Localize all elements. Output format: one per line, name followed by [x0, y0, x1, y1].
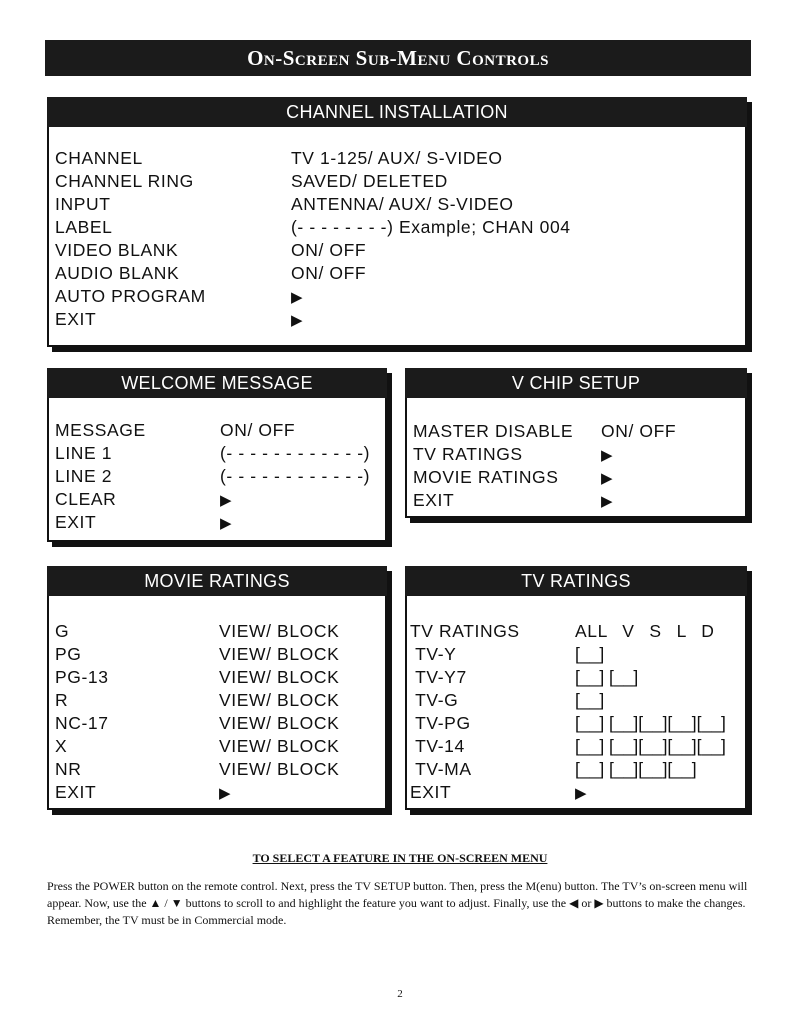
- menu-label: NR: [55, 759, 82, 779]
- menu-row-movie-ratings[interactable]: [413, 466, 741, 489]
- menu-label: TV-Y: [410, 644, 457, 664]
- menu-label: TV-Y7: [410, 667, 467, 687]
- menu-label: TV-MA: [410, 759, 472, 779]
- menu-row-tv-pg[interactable]: [410, 712, 741, 735]
- menu-value: ON/ OFF: [291, 263, 367, 283]
- menu-value: VIEW/ BLOCK: [219, 621, 340, 641]
- v-chip-setup-panel: [405, 368, 747, 518]
- menu-row-exit[interactable]: [55, 308, 741, 331]
- menu-value: VIEW/ BLOCK: [219, 713, 340, 733]
- right-arrow-icon: ▶: [601, 469, 614, 487]
- menu-value: (- - - - - - - -) Example; CHAN 004: [291, 217, 571, 237]
- menu-label: VIDEO BLANK: [55, 240, 179, 260]
- menu-row-tv-14[interactable]: [410, 735, 741, 758]
- menu-row-tv-y7[interactable]: [410, 666, 741, 689]
- welcome-message-panel: [47, 368, 387, 542]
- right-arrow-icon: ▶: [601, 492, 614, 510]
- movie-ratings-header: MOVIE RATINGS: [47, 566, 387, 596]
- menu-label: AUTO PROGRAM: [55, 286, 206, 306]
- right-arrow-icon: ▶: [291, 311, 304, 329]
- channel-installation-header: CHANNEL INSTALLATION: [47, 97, 747, 127]
- menu-row-label[interactable]: [55, 216, 741, 239]
- menu-label: EXIT: [410, 782, 452, 802]
- menu-row-tv-ma[interactable]: [410, 758, 741, 781]
- menu-label: TV-G: [410, 690, 459, 710]
- tv-ratings-header: TV RATINGS: [405, 566, 747, 596]
- menu-row-audio-blank[interactable]: [55, 262, 741, 285]
- menu-label: CHANNEL: [55, 148, 143, 168]
- menu-row-exit[interactable]: [413, 489, 741, 512]
- menu-row-line-1[interactable]: [55, 442, 381, 465]
- tv-ratings-panel: [405, 566, 747, 810]
- menu-label: LABEL: [55, 217, 113, 237]
- menu-row-video-blank[interactable]: [55, 239, 741, 262]
- menu-label: MASTER DISABLE: [413, 421, 574, 441]
- v-chip-setup-header: V CHIP SETUP: [405, 368, 747, 398]
- menu-row-input[interactable]: [55, 193, 741, 216]
- menu-value: ANTENNA/ AUX/ S-VIDEO: [291, 194, 514, 214]
- rating-checkboxes[interactable]: [__] [__][__][__][__]: [575, 736, 726, 756]
- column-labels: ALL V S L D: [575, 621, 715, 641]
- menu-label: EXIT: [55, 309, 97, 329]
- menu-row-exit[interactable]: [55, 781, 381, 804]
- welcome-message-rows: [55, 419, 381, 534]
- menu-row-tv-g[interactable]: [410, 689, 741, 712]
- rating-checkboxes[interactable]: [__]: [575, 644, 605, 664]
- menu-row-channel[interactable]: [55, 147, 741, 170]
- menu-value: TV 1-125/ AUX/ S-VIDEO: [291, 148, 503, 168]
- menu-row-pg-13[interactable]: [55, 666, 381, 689]
- menu-value: VIEW/ BLOCK: [219, 667, 340, 687]
- instructions-text: Press the POWER button on the remote control. Next, press the TV SETUP button. Then, press the M(enu) button. The TV’s on-screen menu will appear. Now, use the ▲ / ▼ buttons to scroll to and highlight the feature you want to adjust. Finally, use the ◀ or ▶ buttons to make the changes. Remember, the TV must be in Commercial mode.: [47, 879, 748, 927]
- menu-label: PG: [55, 644, 82, 664]
- right-arrow-icon: ▶: [601, 446, 614, 464]
- rating-checkboxes[interactable]: [__] [__]: [575, 667, 639, 687]
- page-title: On-Screen Sub-Menu Controls: [45, 40, 751, 76]
- menu-label: TV RATINGS: [410, 621, 520, 641]
- menu-value: VIEW/ BLOCK: [219, 759, 340, 779]
- menu-value: (- - - - - - - - - - - -): [220, 443, 371, 463]
- menu-row-g[interactable]: [55, 620, 381, 643]
- right-arrow-icon: ▶: [220, 491, 233, 509]
- movie-ratings-panel: [47, 566, 387, 810]
- menu-label: INPUT: [55, 194, 111, 214]
- menu-label: CHANNEL RING: [55, 171, 194, 191]
- right-arrow-icon: ▶: [291, 288, 304, 306]
- menu-row-clear[interactable]: [55, 488, 381, 511]
- menu-row-x[interactable]: [55, 735, 381, 758]
- menu-label: MESSAGE: [55, 420, 146, 440]
- menu-value: ON/ OFF: [601, 421, 677, 441]
- menu-label: TV RATINGS: [413, 444, 523, 464]
- tv-ratings-column-header: [410, 620, 741, 643]
- menu-row-master-disable[interactable]: [413, 420, 741, 443]
- instructions-heading: TO SELECT A FEATURE IN THE ON-SCREEN MENU: [252, 851, 548, 865]
- tv-ratings-rows: [410, 620, 741, 804]
- menu-value: VIEW/ BLOCK: [219, 644, 340, 664]
- menu-value: VIEW/ BLOCK: [219, 736, 340, 756]
- menu-value: ON/ OFF: [291, 240, 367, 260]
- v-chip-setup-rows: [413, 420, 741, 512]
- menu-label: X: [55, 736, 68, 756]
- rating-checkboxes[interactable]: [__] [__][__][__][__]: [575, 713, 726, 733]
- menu-value: ON/ OFF: [220, 420, 296, 440]
- menu-label: LINE 1: [55, 443, 113, 463]
- right-arrow-icon: ▶: [219, 784, 232, 802]
- menu-row-nr[interactable]: [55, 758, 381, 781]
- menu-label: TV-14: [410, 736, 465, 756]
- menu-row-message[interactable]: [55, 419, 381, 442]
- menu-value: (- - - - - - - - - - - -): [220, 466, 371, 486]
- menu-label: LINE 2: [55, 466, 113, 486]
- menu-row-r[interactable]: [55, 689, 381, 712]
- menu-row-exit[interactable]: [410, 781, 741, 804]
- menu-row-nc-17[interactable]: [55, 712, 381, 735]
- menu-label: EXIT: [413, 490, 455, 510]
- menu-label: R: [55, 690, 69, 710]
- menu-label: EXIT: [55, 782, 97, 802]
- menu-label: EXIT: [55, 512, 97, 532]
- menu-row-channel-ring[interactable]: [55, 170, 741, 193]
- menu-label: G: [55, 621, 70, 641]
- channel-installation-panel: [47, 97, 747, 347]
- menu-value: VIEW/ BLOCK: [219, 690, 340, 710]
- welcome-message-header: WELCOME MESSAGE: [47, 368, 387, 398]
- channel-installation-rows: [55, 147, 741, 331]
- menu-label: MOVIE RATINGS: [413, 467, 559, 487]
- menu-row-line-2[interactable]: [55, 465, 381, 488]
- right-arrow-icon: ▶: [575, 784, 588, 802]
- menu-label: PG-13: [55, 667, 109, 687]
- rating-checkboxes[interactable]: [__] [__][__][__]: [575, 759, 697, 779]
- menu-row-exit[interactable]: [55, 511, 381, 534]
- menu-label: AUDIO BLANK: [55, 263, 180, 283]
- menu-value: SAVED/ DELETED: [291, 171, 448, 191]
- movie-ratings-rows: [55, 620, 381, 804]
- rating-checkboxes[interactable]: [__]: [575, 690, 605, 710]
- menu-label: TV-PG: [410, 713, 471, 733]
- menu-row-auto-program[interactable]: [55, 285, 741, 308]
- menu-label: CLEAR: [55, 489, 117, 509]
- menu-row-tv-y[interactable]: [410, 643, 741, 666]
- right-arrow-icon: ▶: [220, 514, 233, 532]
- menu-row-pg[interactable]: [55, 643, 381, 666]
- menu-label: NC-17: [55, 713, 109, 733]
- page-number: 2: [397, 988, 403, 1000]
- menu-row-tv-ratings[interactable]: [413, 443, 741, 466]
